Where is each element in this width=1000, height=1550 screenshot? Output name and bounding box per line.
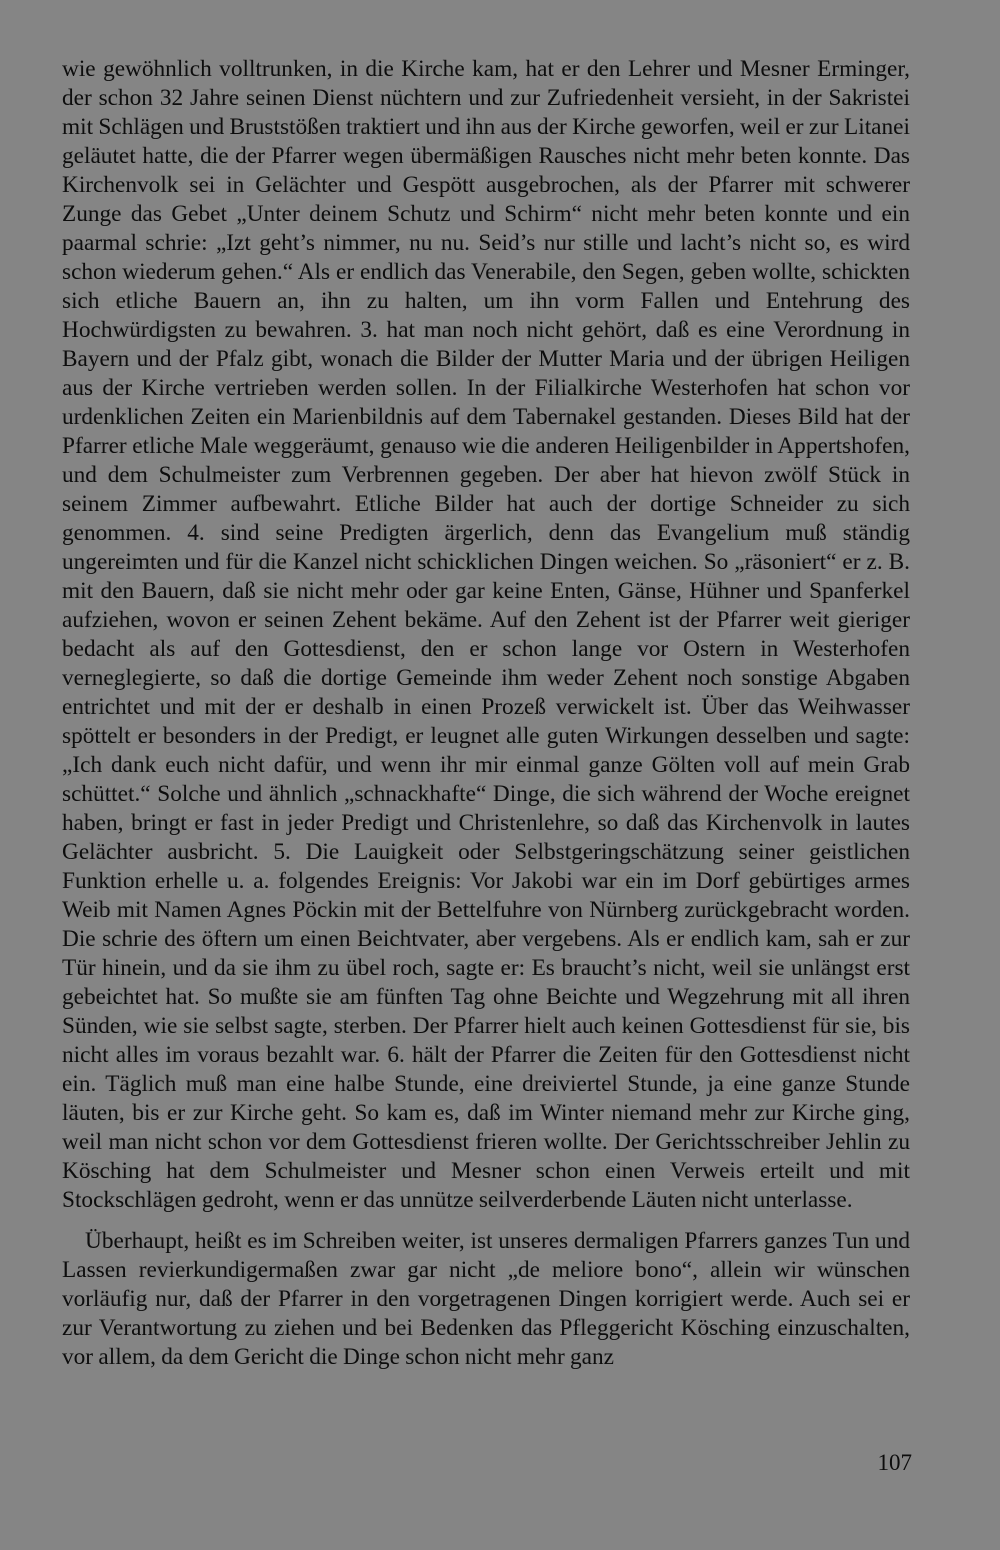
paragraph-ueberhaupt: Überhaupt, heißt es im Schreiben weiter, ist unseres dermaligen Pfarrers ganzes Tun und Lassen revierkundigermaßen zwar gar nicht „de meliore bono“, allein wir wünschen vorläufig nur, daß der Pfarrer in den vorgetragenen Dingen korrigiert werde. Auch sei er zur Verantwortung zu ziehen und bei Bedenken das Pfleggericht Kösching einzuschalten, vor allem, da dem Gericht die Dinge schon nicht mehr ganz xyxy=(62,1228,910,1370)
body-text xyxy=(62,55,910,1372)
page-number: 107 xyxy=(877,1450,912,1475)
paragraph-continuation: wie gewöhnlich volltrunken, in die Kirche kam, hat er den Lehrer und Mesner Erminger, der schon 32 Jahre seinen Dienst nüchtern und zur Zufriedenheit versieht, in der Sakristei mit Schlägen und Bruststößen traktiert und ihn aus der Kirche geworfen, weil er zur Litanei geläutet hatte, die der Pfarrer wegen übermäßigen Rausches nicht mehr beten konnte. Das Kirchenvolk sei in Gelächter und Gespött ausgebrochen, als der Pfarrer mit schwerer Zunge das Gebet „Unter deinem Schutz und Schirm“ nicht mehr beten konnte und ein paarmal schrie: „Izt geht’s nimmer, nu nu. Seid’s nur stille und lacht’s nicht so, es wird schon wiederum gehen.“ Als er endlich das Venerabile, den Segen, geben wollte, schickten sich etliche Bauern an, ihn zu halten, um ihn vorm Fallen und Entehrung des Hochwürdigsten zu bewahren. 3. hat man noch nicht gehört, daß es eine Verordnung in Bayern und der Pfalz gibt, wonach die Bilder der Mutter Maria und der übrigen Heiligen aus der Kirche vertrieben werden sollen. In der Filialkirche Westerhofen hat schon vor urdenklichen Zeiten ein Marienbildnis auf dem Tabernakel gestanden. Dieses Bild hat der Pfarrer etliche Male weggeräumt, genauso wie die anderen Heiligenbilder in Appertshofen, und dem Schulmeister zum Verbrennen gegeben. Der aber hat hievon zwölf Stück in seinem Zimmer aufbewahrt. Etliche Bilder hat auch der dortige Schneider zu sich genommen. 4. sind seine Predigten ärgerlich, denn das Evangelium muß ständig ungereimten und für die Kanzel nicht schicklichen Dingen weichen. So „räsoniert“ er z. B. mit den Bauern, daß sie nicht mehr oder gar keine Enten, Gänse, Hühner und Spanferkel aufziehen, wovon er seinen Zehent bekäme. Auf den Zehent ist der Pfarrer weit gieriger bedacht als auf den Gottesdienst, den er schon lange vor Ostern in Westerhofen verneglegierte, so daß die dortige Gemeinde ihm weder Zehent noch sonstige Abgaben entrichtet und mit der er deshalb in einen Prozeß verwickelt ist. Über das Weihwasser spöttelt er besonders in der Predigt, er leugnet alle guten Wirkungen desselben und sagte: „Ich dank euch nicht dafür, und wenn ihr mir einmal ganze Gölten voll auf mein Grab schüttet.“ Solche und ähnlich „schnackhafte“ Dinge, die sich während der Woche ereignet haben, bringt er fast in jeder Predigt und Christenlehre, so daß das Kirchenvolk in lautes Gelächter ausbricht. 5. Die Lauigkeit oder Selbstgeringschätzung seiner geistlichen Funktion erhelle u. a. folgendes Ereignis: Vor Jakobi war ein im Dorf gebürtiges armes Weib mit Namen Agnes Pöckin mit der Bettelfuhre von Nürnberg zurückgebracht worden. Die schrie des öftern um einen Beichtvater, aber vergebens. Als er endlich kam, sah er zur Tür hinein, und da sie ihm zu übel roch, sagte er: Es braucht’s nicht, weil sie unlängst erst gebeichtet hat. So mußte sie am fünften Tag ohne Beichte und Wegzehrung mit all ihren Sünden, wie sie selbst sagte, sterben. Der Pfarrer hielt auch keinen Gottesdienst für sie, bis nicht alles im voraus bezahlt war. 6. hält der Pfarrer die Zeiten für den Gottesdienst nicht ein. Täglich muß man eine halbe Stunde, eine dreiviertel Stunde, ja eine ganze Stunde läuten, bis er zur Kirche geht. So kam es, daß im Winter niemand mehr zur Kirche ging, weil man nicht schon vor dem Gottesdienst frieren wollte. Der Gerichtsschreiber Jehlin zu Kösching hat dem Schulmeister und Mesner schon einen Verweis erteilt und mit Stockschlägen gedroht, wenn er das unnütze seilverderbende Läuten nicht unterlasse. xyxy=(62,56,910,1213)
